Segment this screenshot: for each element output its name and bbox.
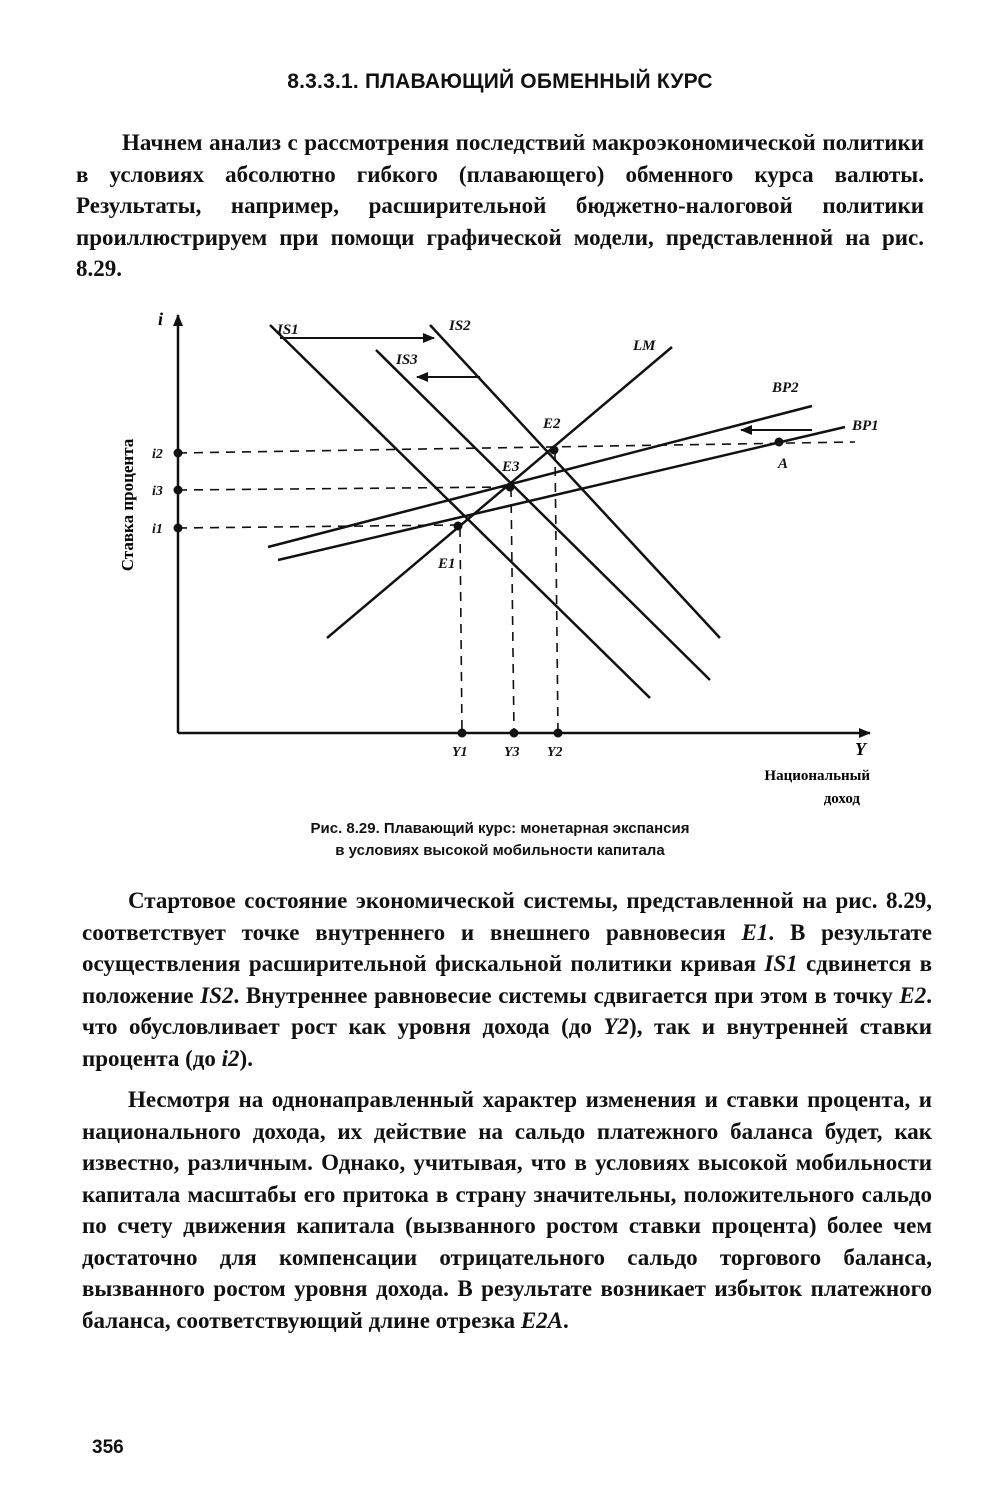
- point-a: [775, 438, 784, 447]
- caption-line-1: Рис. 8.29. Плавающий курс: монетарная экспансия: [310, 820, 690, 837]
- p1-text-d: . Внутреннее равновесие системы сдвигается при этом в точку: [233, 982, 893, 1008]
- tick-dot-y3: [510, 729, 519, 738]
- point-e1: [454, 522, 463, 531]
- point-e2: [550, 446, 559, 455]
- lm-curve: [327, 347, 672, 638]
- is3-label: IS3: [396, 352, 418, 368]
- p1-var-i2: i2: [221, 1045, 240, 1071]
- point-e3: [506, 483, 515, 492]
- tick-dot-i3: [174, 486, 183, 495]
- section-title: 8.3.3.1. ПЛАВАЮЩИЙ ОБМЕННЫЙ КУРС: [287, 70, 713, 93]
- p1-var-e1: E1: [741, 919, 769, 945]
- i3-tick-label: i3: [152, 484, 163, 499]
- is-lm-bp-diagram: [100, 300, 900, 820]
- body-paragraph-1: [82, 885, 932, 1074]
- bp2-label: BP2: [772, 380, 799, 396]
- guide-y1: [460, 528, 462, 733]
- p2-text-b: .: [563, 1307, 569, 1333]
- a-label: A: [778, 456, 789, 472]
- p1-text-c: сдвинется в положение: [82, 951, 933, 1008]
- x-axis-title-line2: доход: [823, 791, 860, 807]
- p1-text-a: Стартовое состояние экономической системы, представленной на рис. 8.29, соответствует точке внутреннего и внешнего равновесия: [82, 888, 932, 945]
- bp2-curve: [268, 406, 812, 547]
- p1-text-g: ).: [239, 1045, 253, 1071]
- y-axis-label: i: [158, 309, 164, 329]
- i1-tick-label: i1: [152, 522, 163, 537]
- p2-var-e2a: E2A: [520, 1307, 564, 1333]
- figure-caption: [150, 818, 850, 862]
- caption-line-2: в условиях высокой мобильности капитала: [335, 842, 665, 859]
- tick-dot-i2: [174, 449, 183, 458]
- y2-tick-label: Y2: [547, 745, 563, 760]
- is1-label: IS1: [277, 322, 299, 338]
- p1-var-is1: IS1: [764, 951, 798, 976]
- y-axis-title: Ставка процента: [118, 438, 137, 572]
- intro-paragraph: Начнем анализ с рассмотрения последствий макроэкономической политики в условиях абсолютно гибкого (плавающего) обменного курса валюты. Результаты, например, расширительной бюджетно-налоговой политики проиллюстрируем при помощи графической модели, представленной на рис. 8.29.: [76, 130, 924, 281]
- p2-text-a: Несмотря на однонаправленный характер изменения и ставки процента, и национального дохода, их действие на сальдо платежного баланса будет, как известно, различным. Однако, учитывая, что в условиях высокой мобильности капитала масштабы его притока в страну значительны, положительного сальдо по счету движения капитала (вызванного ростом ставки процента) более чем достаточно для компенсации отрицательного сальдо торгового баланса, вызванного ростом уровня дохода. В результате возникает избыток платежного баланса, соответствующий длине отрезка: [82, 1087, 932, 1333]
- x-axis-title-line1: Национальный: [764, 768, 870, 784]
- guide-y3: [511, 488, 514, 733]
- is1-curve: [270, 325, 650, 698]
- lm-label: LM: [633, 338, 656, 354]
- page-number: 356: [92, 1437, 124, 1458]
- body-paragraph-2: [82, 1084, 932, 1336]
- e3-label: E3: [502, 459, 520, 475]
- p1-var-y2: Y2: [603, 1014, 630, 1039]
- y1-tick-label: Y1: [452, 745, 468, 760]
- p1-text-f: ), так и внутренней ставки процента (до: [82, 1014, 933, 1071]
- i2-tick-label: i2: [152, 447, 163, 462]
- p1-text-b: . В результате осуществления расширительной фискальной политики кривая: [82, 919, 932, 976]
- is2-label: IS2: [449, 318, 471, 334]
- tick-dot-y2: [554, 729, 563, 738]
- guide-i3: [178, 487, 510, 490]
- x-axis-label: Y: [855, 739, 866, 759]
- p1-var-is2: IS2: [200, 982, 234, 1008]
- tick-dot-y1: [458, 729, 467, 738]
- p1-text-e: . что обусловливает рост как уровня дохода (до: [82, 982, 933, 1039]
- y3-tick-label: Y3: [504, 745, 520, 760]
- bp1-label: BP1: [852, 418, 879, 434]
- e2-label: E2: [543, 416, 561, 432]
- is2-curve: [430, 325, 720, 638]
- bp1-curve: [278, 427, 845, 560]
- tick-dot-i1: [174, 524, 183, 533]
- p1-var-e2: E2: [899, 982, 927, 1008]
- is3-curve: [376, 350, 710, 680]
- e1-label: E1: [438, 556, 456, 572]
